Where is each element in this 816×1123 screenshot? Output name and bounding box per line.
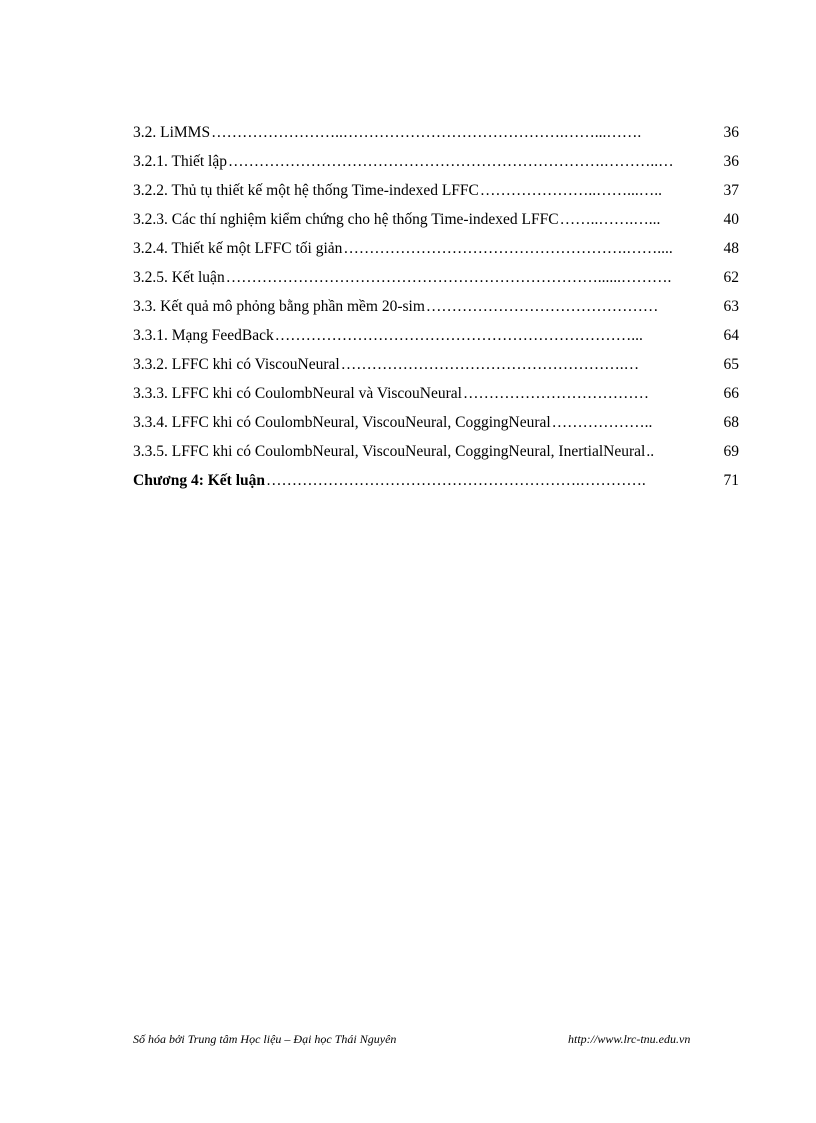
footer-digitized-by: Số hóa bởi Trung tâm Học liệu – Đại học Thái Nguyên <box>133 1032 397 1046</box>
toc-page-number: 66 <box>723 385 739 402</box>
toc-page-number: 36 <box>723 153 739 170</box>
toc-entry-chapter-4[interactable] <box>133 466 739 495</box>
toc-entry-3-3[interactable] <box>133 292 739 321</box>
toc-dot-leader: …………………..……...….. <box>479 182 663 199</box>
toc-entry-title: 3.3.3. LFFC khi có CoulombNeural và ViscouNeural <box>133 385 462 402</box>
toc-entry-title: 3.2.5. Kết luận <box>133 269 225 286</box>
toc-entry-3-3-1[interactable] <box>133 321 739 350</box>
toc-dot-leader: ……………………..…………………………………….……...……. <box>211 124 642 141</box>
toc-entry-title: 3.3. Kết quả mô phỏng bằng phần mềm 20-sim <box>133 298 425 315</box>
toc-entry-title: 3.3.5. LFFC khi có CoulombNeural, ViscouNeural, CoggingNeural, InertialNeural <box>133 443 646 460</box>
toc-dot-leader: ……………………………… <box>462 385 649 402</box>
toc-dot-leader: ……………………………………………………………….………..… <box>228 153 674 170</box>
toc-entry-3-3-3[interactable] <box>133 379 739 408</box>
toc-entry-title: 3.2.4. Thiết kế một LFFC tối giản <box>133 240 343 257</box>
toc-entry-title: 3.3.2. LFFC khi có ViscouNeural <box>133 356 340 373</box>
toc-dot-leader: ……………….. <box>551 414 653 431</box>
toc-entry-3-3-4[interactable] <box>133 408 739 437</box>
toc-entry-3-2-1[interactable] <box>133 147 739 176</box>
toc-entry-title: 3.3.4. LFFC khi có CoulombNeural, ViscouNeural, CoggingNeural <box>133 414 551 431</box>
toc-page-number: 36 <box>723 124 739 141</box>
toc-page-number: 64 <box>723 327 739 344</box>
toc-dot-leader: ……………………………………………………………... <box>274 327 643 344</box>
toc-entry-title: 3.2.3. Các thí nghiệm kiểm chứng cho hệ thống Time-indexed LFFC <box>133 211 559 228</box>
toc-entry-3-2-3[interactable] <box>133 205 739 234</box>
toc-entry-title: 3.2.1. Thiết lập <box>133 153 227 170</box>
toc-page-number: 71 <box>723 472 739 489</box>
toc-dot-leader: ……..…….…... <box>559 211 661 228</box>
toc-entry-3-2-2[interactable] <box>133 176 739 205</box>
toc-entry-title: 3.2.2. Thủ tụ thiết kế một hệ thống Time-indexed LFFC <box>133 182 479 199</box>
toc-entry-title: 3.3.1. Mạng FeedBack <box>133 327 274 344</box>
toc-entry-3-3-2[interactable] <box>133 350 739 379</box>
toc-entry-3-2[interactable] <box>133 118 739 147</box>
toc-entry-title: Chương 4: Kết luận <box>133 472 265 489</box>
toc-dot-leader: .. <box>646 443 655 460</box>
toc-page-number: 65 <box>723 356 739 373</box>
toc-page-number: 68 <box>723 414 739 431</box>
toc-page-number: 48 <box>723 240 739 257</box>
toc-page-number: 62 <box>723 269 739 286</box>
toc-dot-leader: …………………………………………………….…………. <box>266 472 646 489</box>
footer-url-link[interactable]: http://www.lrc-tnu.edu.vn <box>568 1032 691 1046</box>
toc-dot-leader: ……………………………………………….… <box>340 356 640 373</box>
toc-dot-leader: ……………………………………… <box>425 298 659 315</box>
toc-page-number: 63 <box>723 298 739 315</box>
toc-page-number: 69 <box>723 443 739 460</box>
table-of-contents <box>133 118 739 495</box>
toc-entry-3-3-5[interactable] <box>133 437 739 466</box>
toc-dot-leader: ……………………………………………….…….... <box>343 240 673 257</box>
toc-page-number: 40 <box>723 211 739 228</box>
toc-entry-3-2-4[interactable] <box>133 234 739 263</box>
toc-entry-3-2-5[interactable] <box>133 263 739 292</box>
toc-page-number: 37 <box>723 182 739 199</box>
toc-dot-leader: ………………………………………………………………......………. <box>225 269 672 286</box>
toc-entry-title: 3.2. LiMMS <box>133 124 211 141</box>
